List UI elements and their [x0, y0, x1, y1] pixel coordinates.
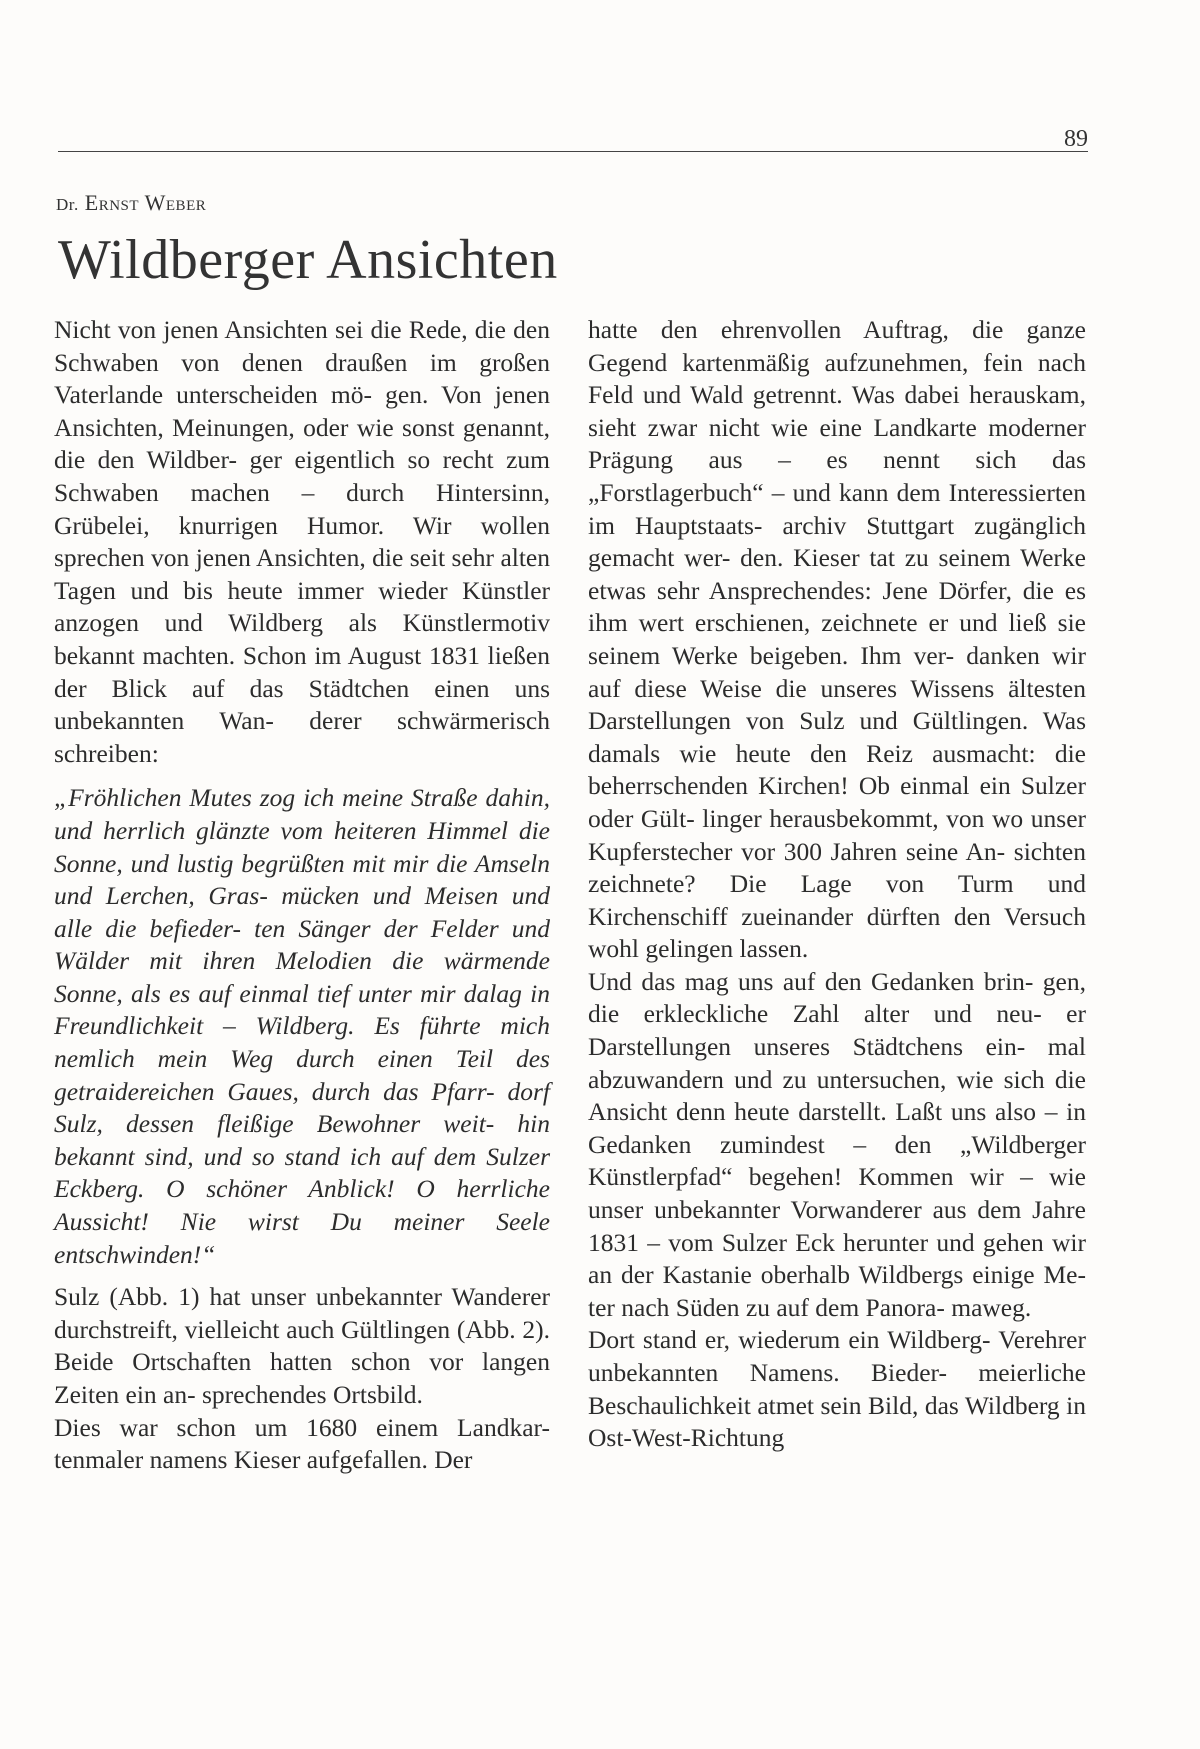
right-column: [588, 314, 1086, 1455]
paragraph: Dort stand er, wiederum ein Wildberg- Verehrer unbekannten Namens. Bieder- meierliche Beschaulichkeit atmet sein Bild, das Wildberg in Ost-West-Richtung: [588, 1325, 1086, 1453]
article-title: Wildberger Ansichten: [58, 229, 558, 291]
quote-paragraph: „Fröhlichen Mutes zog ich meine Straße dahin, und herrlich glänzte vom heiteren Himmel die Sonne, und lustig begrüßten mit mir die Amseln und Lerchen, Gras- mücken und Meisen und alle die befieder- ten Sänger der Felder und Wälder mit ihren Melodien die wärmende Sonne, als es auf einmal tief unter mir dalag in Freundlichkeit – Wildberg. Es führte mich nemlich mein Weg durch einen Teil des getraidereichen Gaues, durch das Pfarr- dorf Sulz, dessen fleißige Bewohner weit- hin bekannt sind, und so stand ich auf dem Sulzer Eckberg. O schöner Anblick! O herrliche Aussicht! Nie wirst Du meiner Seele entschwinden!“: [54, 783, 550, 1269]
paragraph: Und das mag uns auf den Gedanken brin- gen, die erkleckliche Zahl alter und neu- er Darstellungen unseres Städtchens ein- mal abzuwandern und zu untersuchen, wie sich die Ansicht denn heute darstellt. Laßt uns also – in Gedanken zumindest – den „Wildberger Künstlerpfad“ begehen! Kommen wir – wie unser unbekannter Vorwanderer aus dem Jahre 1831 – vom Sulzer Eck herunter und gehen wir an der Kastanie oberhalb Wildbergs einige Me- ter nach Süden zu auf dem Panora- maweg.: [588, 966, 1086, 1322]
author-name: Ernst Weber: [84, 190, 207, 215]
author-title: Dr.: [56, 195, 79, 214]
page-number: 89: [1064, 126, 1088, 152]
paragraph: Dies war schon um 1680 einem Landkar- tenmaler namens Kieser aufgefallen. Der: [54, 1412, 550, 1475]
left-column: [54, 314, 550, 1477]
author-byline: [56, 190, 206, 216]
header-rule: [58, 151, 1088, 152]
paragraph: hatte den ehrenvollen Auftrag, die ganze Gegend kartenmäßig aufzunehmen, fein nach Feld und Wald getrennt. Was dabei herauskam, sieht zwar nicht wie eine Landkarte moderner Prägung aus – es nennt sich das „Forstlagerbuch“ – und kann dem Interessierten im Hauptstaats- archiv Stuttgart zugänglich gemacht wer- den. Kieser tat zu seinem Werke etwas sehr Ansprechendes: Jene Dörfer, die es ihm wert erschienen, zeichnete er und ließ sie seinem Werke beigeben. Ihm ver- danken wir auf diese Weise die unseres Wissens ältesten Darstellungen von Sulz und Gültlingen. Was damals wie heute den Reiz ausmacht: die beherrschenden Kirchen! Ob einmal ein Sulzer oder Gült- linger herausbekommt, von wo unser Kupferstecher vor 300 Jahren seine An- sichten zeichnete? Die Lage von Turm und Kirchenschiff zueinander dürften den Versuch wohl gelingen lassen.: [588, 315, 1086, 964]
paragraph: Sulz (Abb. 1) hat unser unbekannter Wanderer durchstreift, vielleicht auch Gültlingen (Abb. 2). Beide Ortschaften hatten schon vor langen Zeiten ein an- sprechendes Ortsbild.: [54, 1282, 550, 1409]
paragraph: Nicht von jenen Ansichten sei die Rede, die den Schwaben von denen draußen im großen Vaterlande unterscheiden mö- gen. Von jenen Ansichten, Meinungen, oder wie sonst genannt, die den Wildber- ger eigentlich so recht zum Schwaben machen – durch Hintersinn, Grübelei, knurrigen Humor. Wir wollen sprechen von jenen Ansichten, die seit sehr alten Tagen und bis heute immer wieder Künstler anzogen und Wildberg als Künstlermotiv bekannt machten. Schon im August 1831 ließen der Blick auf das Städtchen einen uns unbekannten Wan- derer schwärmerisch schreiben:: [54, 315, 550, 768]
